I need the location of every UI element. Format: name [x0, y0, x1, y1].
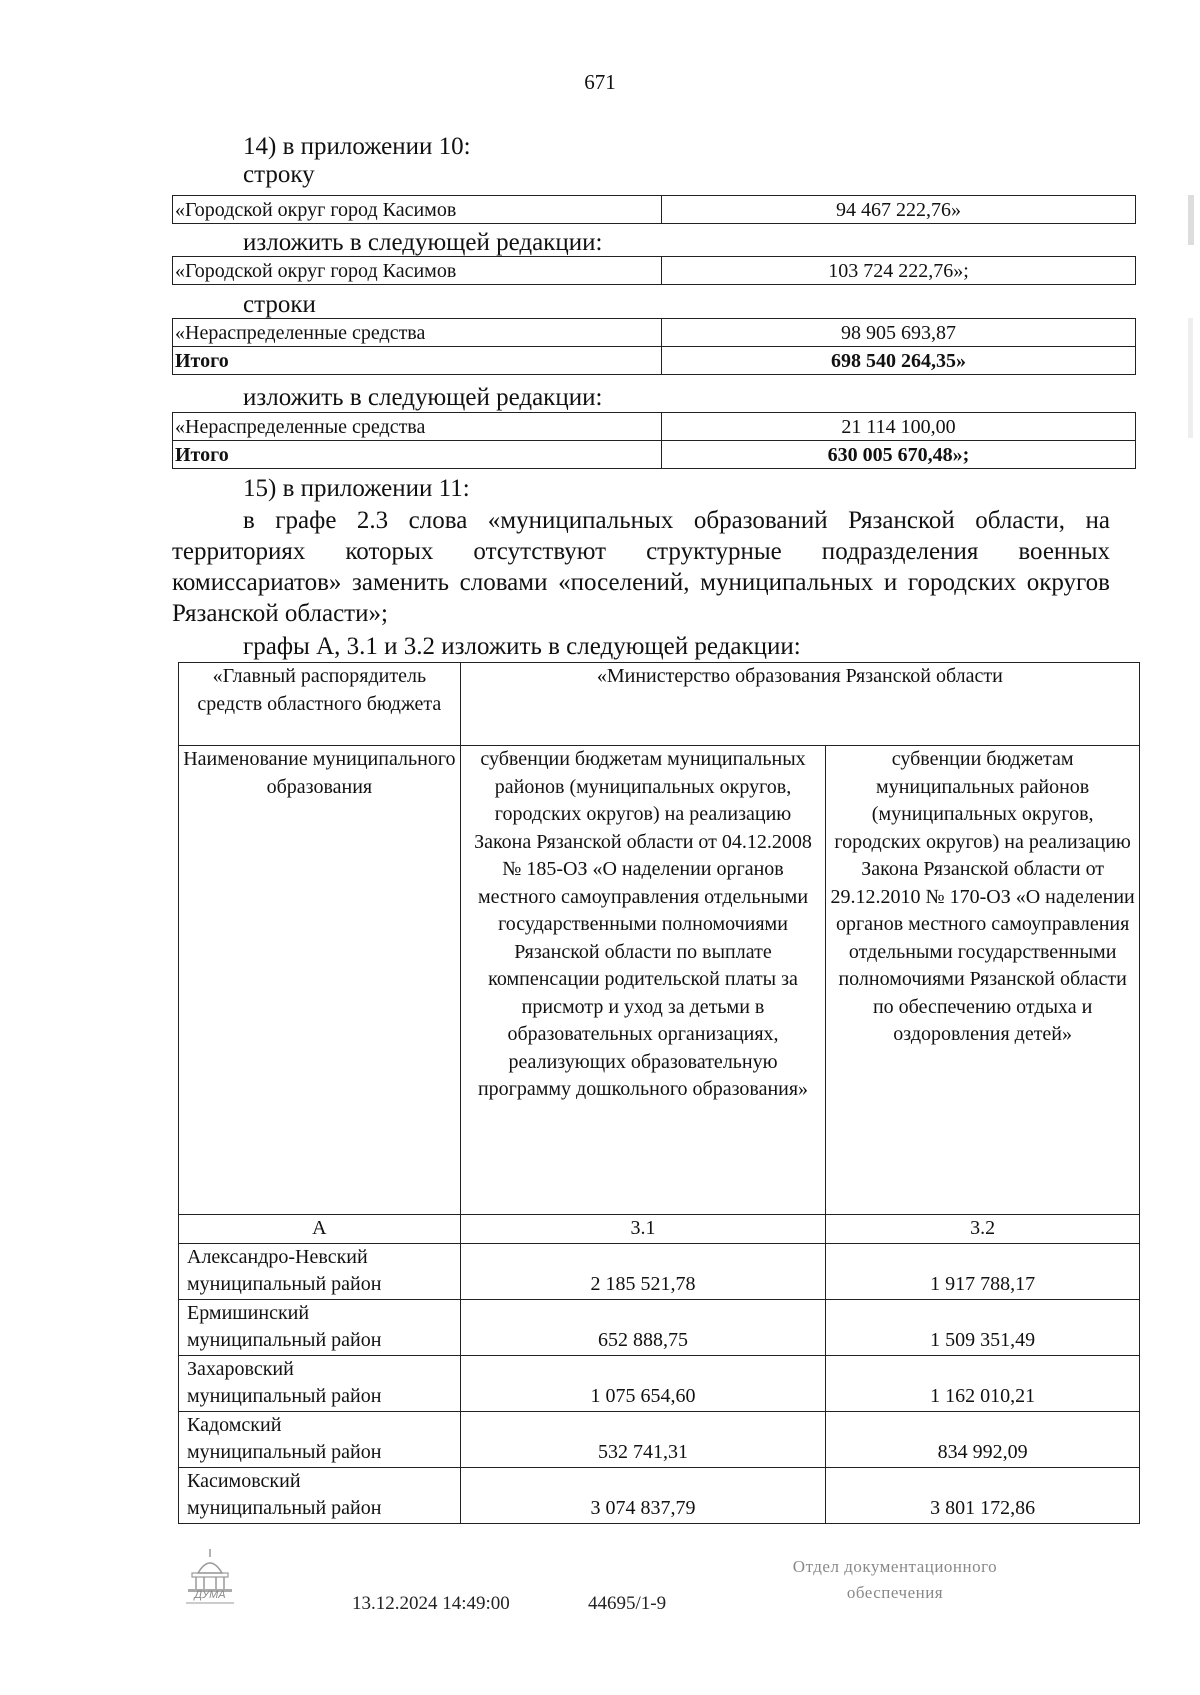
- page-number: 671: [584, 70, 616, 94]
- value-31: 1 075 654,60: [460, 1355, 826, 1411]
- table-row: [173, 257, 1136, 285]
- table-row: [179, 1243, 1140, 1299]
- row-value: 94 467 222,76»: [662, 196, 1136, 224]
- edit-phrase: изложить в следующей редакции:: [243, 229, 603, 256]
- codes-row: [179, 1215, 1140, 1244]
- row-name: Итого: [173, 441, 662, 469]
- row-value: 630 005 670,48»;: [662, 441, 1136, 469]
- value-31: 2 185 521,78: [460, 1243, 826, 1299]
- table-row: [179, 1467, 1140, 1523]
- appendix-table: [178, 662, 1140, 1524]
- value-32: 1 162 010,21: [826, 1355, 1140, 1411]
- value-31: 532 741,31: [460, 1411, 826, 1467]
- row-label: строку: [243, 161, 315, 188]
- footer-datetime: 13.12.2024 14:49:00: [352, 1593, 510, 1614]
- new-rows-table: [172, 412, 1136, 469]
- table-row: [179, 1299, 1140, 1355]
- logo-text: ДУМА: [194, 1589, 226, 1601]
- value-32: 3 801 172,86: [826, 1467, 1140, 1523]
- scan-artifact: [1188, 318, 1193, 438]
- row-value: 698 540 264,35»: [662, 347, 1136, 375]
- municipality-name: Захаровский муниципальный район: [179, 1355, 461, 1411]
- department-stamp: [755, 1554, 1035, 1606]
- row-name: «Городской округ город Касимов: [173, 257, 662, 285]
- row-name: «Нераспределенные средства: [173, 413, 662, 441]
- header-left: «Главный распорядитель средств областного бюджета: [179, 663, 461, 746]
- row-value: 98 905 693,87: [662, 319, 1136, 347]
- table-row: [173, 413, 1136, 441]
- column-32-description: субвенции бюджетам муниципальных районов (муниципальных округов, городских округов) на реализацию Закона Рязанской области от 29.12.2010 № 170-ОЗ «О наделении органов местного самоуправления отдельными государственными полномочиями Рязанской области по обеспечению отдыха и оздоровления детей»: [826, 746, 1140, 1215]
- value-32: 1 917 788,17: [826, 1243, 1140, 1299]
- value-31: 3 074 837,79: [460, 1467, 826, 1523]
- item14-heading: 14) в приложении 10:: [243, 133, 471, 160]
- code-31: 3.1: [460, 1215, 826, 1244]
- row-value: 103 724 222,76»;: [662, 257, 1136, 285]
- scan-artifact: [1188, 195, 1194, 245]
- name-column-header: Наименование муниципального образования: [179, 746, 461, 1215]
- municipality-name: Александро-Невский муниципальный район: [179, 1243, 461, 1299]
- stamp-line-1: Отдел документационного: [792, 1557, 998, 1576]
- header-row: [179, 663, 1140, 746]
- new-row-table: [172, 256, 1136, 285]
- municipality-name: Ермишинский муниципальный район: [179, 1299, 461, 1355]
- header-right: «Министерство образования Рязанской области: [460, 663, 1139, 746]
- table-row: [173, 347, 1136, 375]
- description-row: [179, 746, 1140, 1215]
- table-row: [173, 441, 1136, 469]
- value-31: 652 888,75: [460, 1299, 826, 1355]
- row-name: «Нераспределенные средства: [173, 319, 662, 347]
- item15-paragraph: в графе 2.3 слова «муниципальных образований Рязанской области, на территориях которых отсутствуют структурные подразделения военных комиссариатов» заменить словами «поселений, муниципальных и городских округов Рязанской области»;: [172, 507, 1110, 627]
- graphs-line: графы А, 3.1 и 3.2 изложить в следующей редакции:: [243, 633, 801, 660]
- table-row: [179, 1411, 1140, 1467]
- value-32: 834 992,09: [826, 1411, 1140, 1467]
- code-a: А: [179, 1215, 461, 1244]
- stamp-line-2: обеспечения: [846, 1583, 944, 1602]
- rows-label: строки: [243, 291, 316, 318]
- municipality-name: Касимовский муниципальный район: [179, 1467, 461, 1523]
- municipality-name: Кадомский муниципальный район: [179, 1411, 461, 1467]
- item15-heading: 15) в приложении 11:: [243, 475, 470, 502]
- table-row: [173, 196, 1136, 224]
- edit-phrase: изложить в следующей редакции:: [243, 384, 603, 411]
- column-31-description: субвенции бюджетам муниципальных районов (муниципальных округов, городских округов) на реализацию Закона Рязанской области от 04.12.2008 № 185-ОЗ «О наделении органов местного самоуправления отдельными государственными полномочиями Рязанской области по выплате компенсации родительской платы за присмотр и уход за детьми в образовательных организациях, реализующих образовательную программу дошкольного образования»: [460, 746, 826, 1215]
- table-row: [179, 1355, 1140, 1411]
- row-name: «Городской округ город Касимов: [173, 196, 662, 224]
- old-row-table: [172, 195, 1136, 224]
- row-value: 21 114 100,00: [662, 413, 1136, 441]
- value-32: 1 509 351,49: [826, 1299, 1140, 1355]
- row-name: Итого: [173, 347, 662, 375]
- table-row: [173, 319, 1136, 347]
- old-rows-table: [172, 318, 1136, 375]
- duma-logo: [180, 1545, 240, 1607]
- footer-doc-number: 44695/1-9: [588, 1593, 667, 1614]
- code-32: 3.2: [826, 1215, 1140, 1244]
